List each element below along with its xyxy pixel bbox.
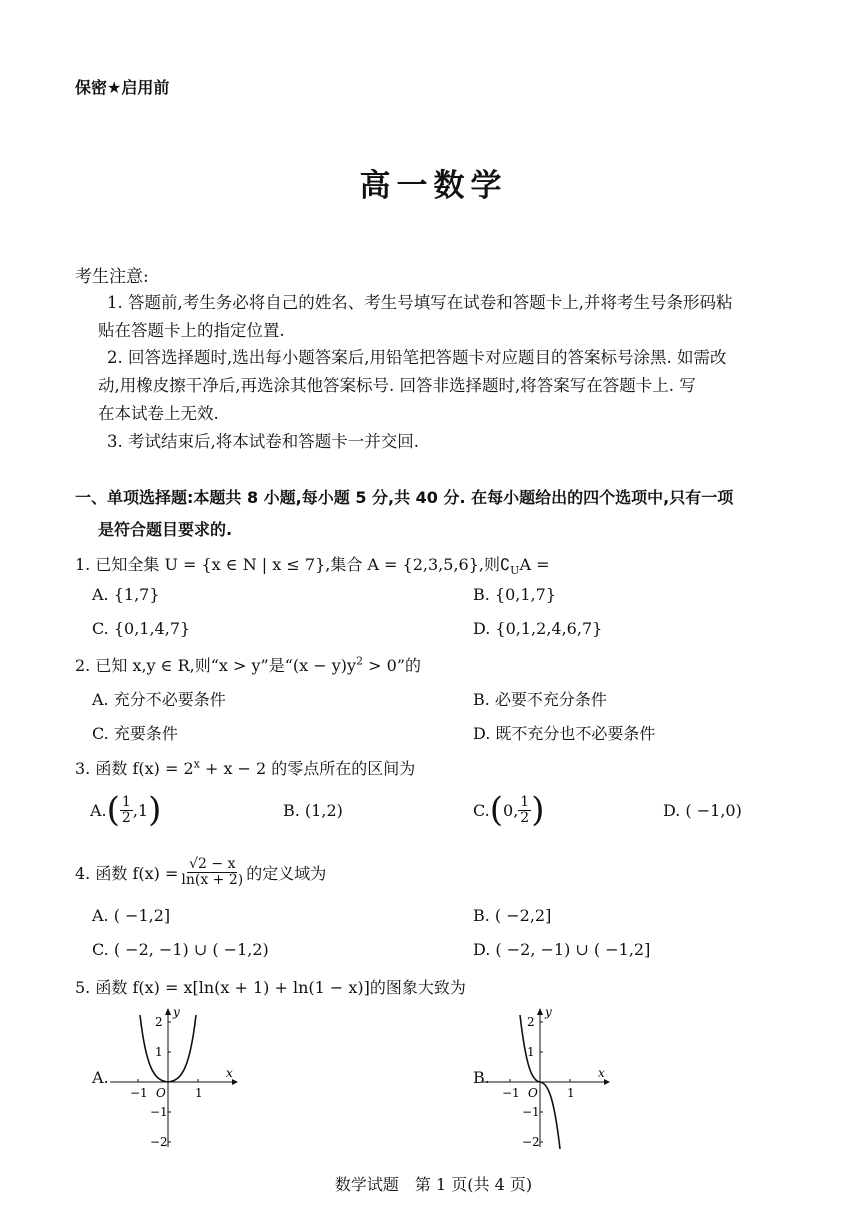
question-3-option-a: A. ( $\frac{1}{2}$ ,1 ) bbox=[90, 790, 162, 830]
graph-b-label: B. bbox=[473, 1068, 490, 1087]
question-1-option-b: B. {0,1,7} bbox=[473, 585, 556, 604]
confidential-label: 保密★启用前 bbox=[75, 78, 170, 97]
question-3-option-b: B. (1,2) bbox=[283, 801, 343, 820]
question-4-option-c: C. ( −2, −1) ∪ ( −1,2) bbox=[92, 940, 269, 959]
graph-b-tick-xn1: −1 bbox=[502, 1086, 520, 1100]
question-4-option-d: D. ( −2, −1) ∪ ( −1,2] bbox=[473, 940, 651, 959]
question-2-option-d: D. 既不充分也不必要条件 bbox=[473, 724, 656, 743]
graph-b-axis-y-label: y bbox=[545, 1005, 552, 1019]
graph-b-tick-y2: 2 bbox=[527, 1015, 535, 1029]
section-heading-line1: 一、单项选择题:本题共 8 小题,每小题 5 分,共 40 分. 在每小题给出的四个选项中,只有一项 bbox=[75, 488, 734, 507]
graph-b-axis-x-label: x bbox=[598, 1066, 605, 1080]
question-1-option-c: C. {0,1,4,7} bbox=[92, 619, 191, 638]
question-3-option-c: C. ( 0, $\frac{1}{2}$ ) bbox=[473, 790, 545, 830]
notice-line-2: 贴在答题卡上的指定位置. bbox=[98, 321, 285, 340]
question-2-option-b: B. 必要不充分条件 bbox=[473, 690, 607, 709]
graph-a bbox=[110, 1005, 240, 1150]
question-1-stem: 1. 已知全集 U = {x ∈ N | x ≤ 7},集合 A = {2,3,5,6},则$∁_UA$ = bbox=[75, 555, 550, 578]
notice-line-5: 在本试卷上无效. bbox=[98, 404, 219, 423]
question-1-option-d: D. {0,1,2,4,6,7} bbox=[473, 619, 603, 638]
graph-b-origin: O bbox=[528, 1086, 538, 1100]
graph-a-label: A. bbox=[92, 1068, 109, 1087]
notice-line-3: 2. 回答选择题时,选出每小题答案后,用铅笔把答题卡对应题目的答案标号涂黑. 如需改 bbox=[107, 348, 727, 367]
graph-b-x-arrow bbox=[604, 1079, 610, 1085]
graph-b bbox=[482, 1005, 612, 1150]
page-footer: 数学试题 第 1 页(共 4 页) bbox=[334, 1175, 533, 1194]
question-5-stem: 5. 函数 f(x) = x[ln(x + 1) + ln(1 − x)]的图象大致为 bbox=[75, 978, 466, 997]
graph-a-y-arrow bbox=[165, 1008, 171, 1015]
question-4-option-a: A. ( −1,2] bbox=[92, 906, 171, 925]
page-title: 高一数学 bbox=[359, 168, 508, 204]
question-2-option-a: A. 充分不必要条件 bbox=[92, 690, 226, 709]
graph-b-tick-x1: 1 bbox=[567, 1086, 575, 1100]
question-3-stem: 3. 函数 $f(x) = 2^x + x - 2$ 的零点所在的区间为 bbox=[75, 757, 416, 778]
graph-a-x-arrow bbox=[232, 1079, 238, 1085]
notice-heading: 考生注意: bbox=[75, 267, 149, 287]
question-3-option-d: D. ( −1,0) bbox=[663, 801, 742, 820]
section-heading-line2: 是符合题目要求的. bbox=[98, 520, 233, 539]
notice-line-6: 3. 考试结束后,将本试卷和答题卡一并交回. bbox=[107, 432, 419, 451]
graph-b-tick-y1: 1 bbox=[527, 1045, 535, 1059]
graph-b-tick-yn1: −1 bbox=[522, 1105, 540, 1119]
graph-b-tick-yn2: −2 bbox=[522, 1135, 540, 1149]
notice-line-1: 1. 答题前,考生务必将自己的姓名、考生号填写在试卷和答题卡上,并将考生号条形码粘 bbox=[107, 293, 733, 312]
notice-line-4: 动,用橡皮擦干净后,再选涂其他答案标号. 回答非选择题时,将答案写在答题卡上. 写 bbox=[98, 376, 696, 395]
question-4-option-b: B. ( −2,2] bbox=[473, 906, 552, 925]
graph-b-y-arrow bbox=[537, 1008, 543, 1015]
graph-a-tick-yn1: −1 bbox=[150, 1105, 168, 1119]
graph-a-axis-x-label: x bbox=[226, 1066, 233, 1080]
question-1-option-a: A. {1,7} bbox=[92, 585, 160, 604]
graph-a-tick-yn2: −2 bbox=[150, 1135, 168, 1149]
question-4-stem: 4. 函数 f(x) = $\frac{√2 - x}{\ln(x + 2)}$ 的定义域为 bbox=[75, 855, 327, 888]
question-2-stem: 2. 已知 x,y ∈ R,则“x > y”是“$(x - y)y^2 > 0$”的 bbox=[75, 654, 422, 675]
graph-a-origin: O bbox=[156, 1086, 166, 1100]
graph-a-tick-x1: 1 bbox=[195, 1086, 203, 1100]
question-2-option-c: C. 充要条件 bbox=[92, 724, 178, 743]
graph-a-axis-y-label: y bbox=[173, 1005, 180, 1019]
graph-a-tick-y1: 1 bbox=[155, 1045, 163, 1059]
graph-a-tick-xn1: −1 bbox=[130, 1086, 148, 1100]
graph-a-tick-y2: 2 bbox=[155, 1015, 163, 1029]
